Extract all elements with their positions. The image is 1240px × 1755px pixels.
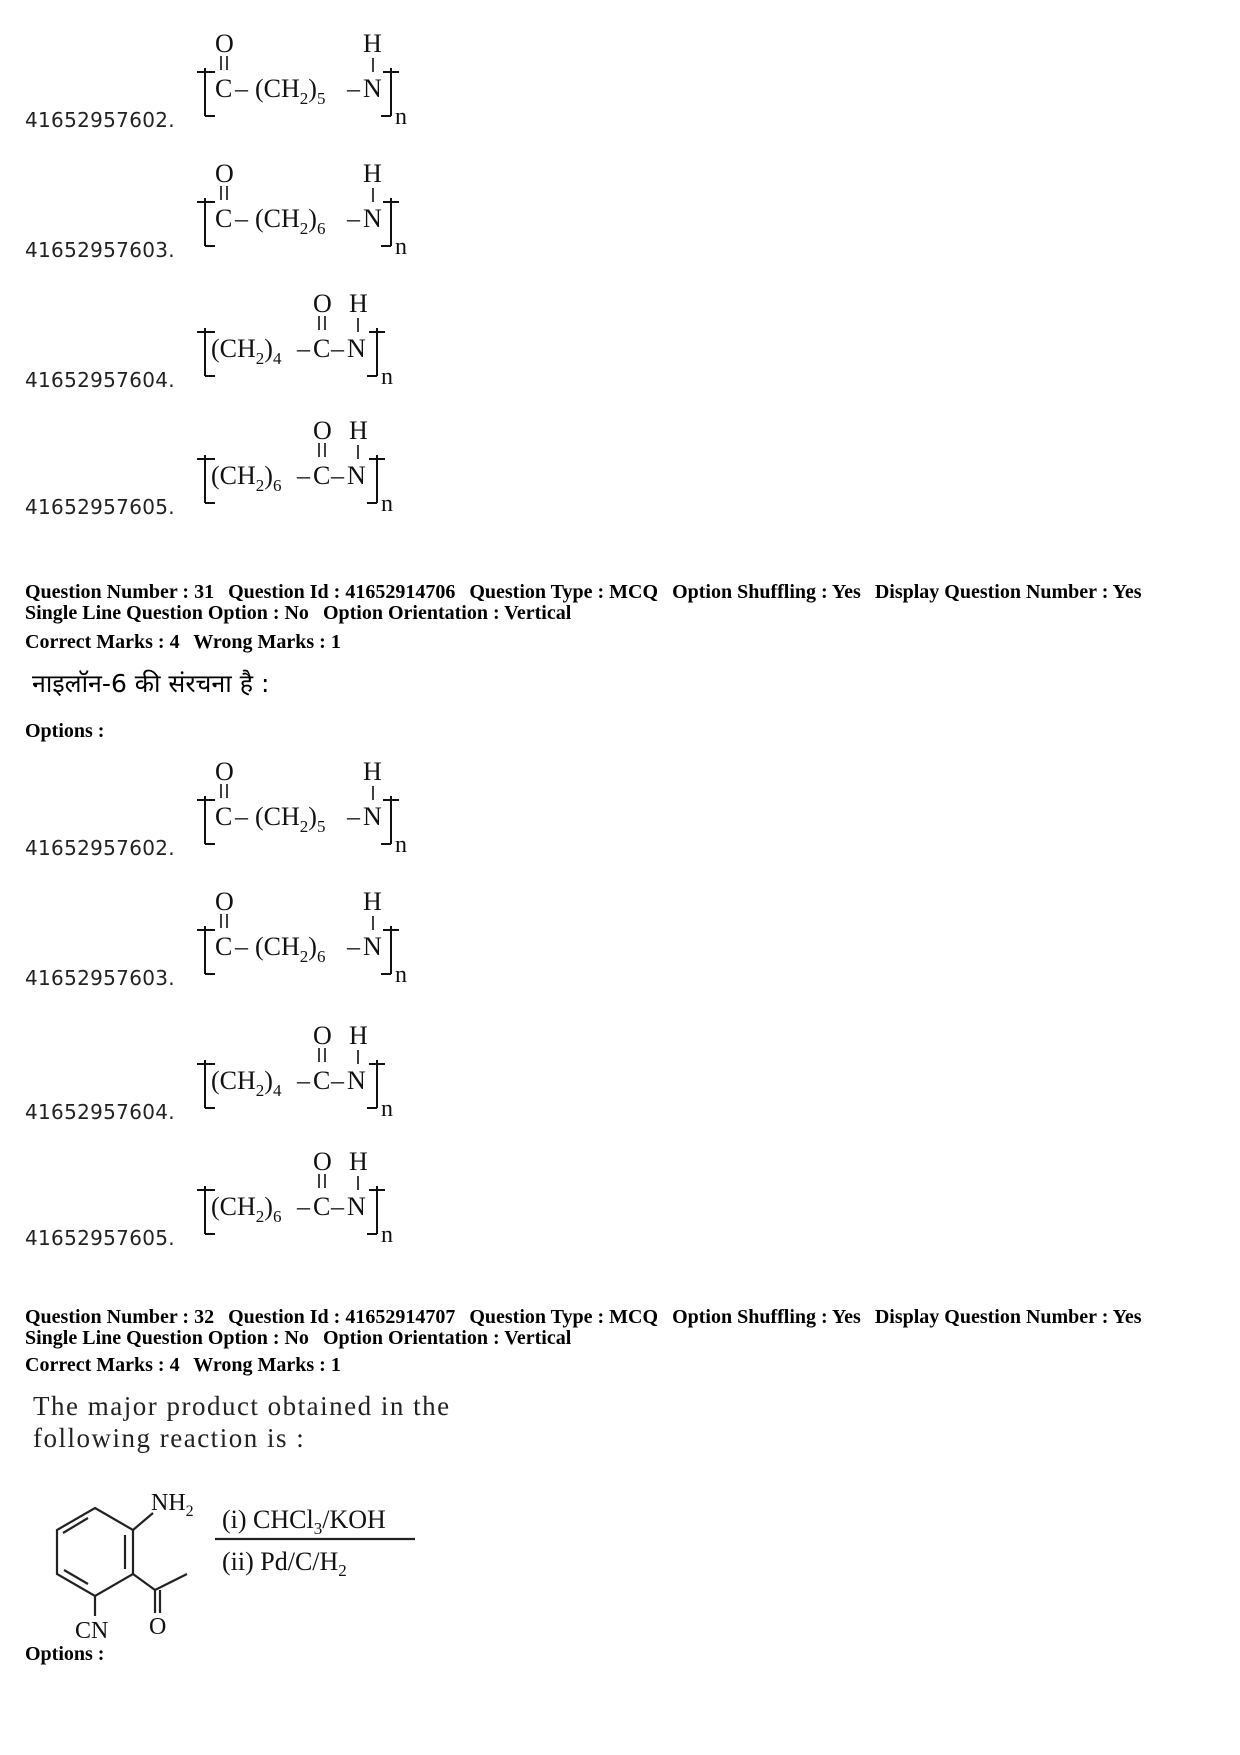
q31-type: Question Type : MCQ [469,581,659,603]
q31-number: Question Number : 31 [25,581,215,603]
ch2-group: $(CH_2)_6$ [211,1192,282,1226]
q32-wrong-marks: Wrong Marks : 1 [193,1354,341,1376]
option-id: 41652957603. [25,966,175,990]
carbonyl-o: O [313,1147,332,1176]
ch2-group: $(CH_2)_6$ [255,204,326,238]
hydrogen-h: H [363,29,382,58]
q32-number: Question Number : 32 [25,1306,215,1328]
hydrogen-h: H [349,416,368,445]
q32-options-label: Options : [25,1643,105,1665]
bond-dash: – [235,802,248,831]
formula-svg [193,152,433,262]
hydrogen-h: H [363,887,382,916]
bond-dash: – [235,204,248,233]
formula-svg [193,1140,433,1250]
q31-option-41652957605[interactable] [25,1140,505,1260]
bond-dash: – [347,932,360,961]
reaction-scheme-svg [25,1478,445,1648]
ketone-bond [133,1574,155,1590]
formula-structure [193,1140,433,1255]
formula-svg [193,880,433,990]
carbonyl-o: O [215,159,234,188]
ch2-group: $(CH_2)_4$ [211,1066,282,1100]
bond-dash: – [297,334,310,363]
ch2-group: $(CH_2)_6$ [211,461,282,495]
option-id: 41652957604. [25,368,175,392]
q32-meta-line2 [25,1328,580,1349]
option-id: 41652957605. [25,1226,175,1250]
repeat-n: n [381,1096,393,1122]
carbonyl-o: O [313,289,332,318]
bond-dash: – [297,461,310,490]
nitrogen-n: N [347,461,366,490]
q31-display-number: Display Question Number : Yes [874,581,1142,603]
carbon-c: C [313,1192,331,1221]
carbon-c: C [313,461,331,490]
repeat-n: n [395,832,407,858]
q31-options-label: Options : [25,720,105,742]
carbonyl-o: O [215,757,234,786]
formula-svg [193,282,433,392]
bond-dash: – [331,1192,344,1221]
bond-dash: – [347,74,360,103]
q32-marks [25,1355,350,1376]
formula-structure [193,152,433,267]
nitrogen-n: N [347,1192,366,1221]
q31-meta-line2 [25,603,580,624]
repeat-n: n [395,962,407,988]
q31-option-41652957602[interactable] [25,750,505,870]
formula-structure [193,1014,433,1129]
q32-shuffling: Option Shuffling : Yes [672,1306,861,1328]
q31-wrong-marks: Wrong Marks : 1 [193,631,341,653]
nitrogen-n: N [347,1066,366,1095]
carbonyl-o: O [313,1021,332,1050]
ch2-group: $(CH_2)_6$ [255,932,326,966]
nitrogen-n: N [363,802,382,831]
nitrogen-n: N [363,204,382,233]
carbon-c: C [215,74,233,103]
formula-structure [193,409,433,524]
bond-dash: – [331,461,344,490]
formula-structure [193,22,433,137]
repeat-n: n [381,1222,393,1248]
hydrogen-h: H [363,159,382,188]
q31-single-line: Single Line Question Option : No [25,602,309,624]
q31-orientation: Option Orientation : Vertical [322,602,572,624]
carbonyl-o: O [215,29,234,58]
option-id: 41652957604. [25,1100,175,1124]
carbonyl-o: O [313,416,332,445]
option-41652957602-a[interactable] [25,22,505,142]
ch2-group: $(CH_2)_5$ [255,802,326,836]
bond-dash: – [347,802,360,831]
bond-dash: – [297,1192,310,1221]
formula-svg [193,750,433,860]
q32-display-number: Display Question Number : Yes [874,1306,1142,1328]
formula-structure [193,880,433,995]
carbon-c: C [215,802,233,831]
repeat-n: n [381,364,393,390]
carbonyl-o: O [215,887,234,916]
option-id: 41652957603. [25,238,175,262]
q31-option-41652957604[interactable] [25,1014,505,1134]
q32-correct-marks: Correct Marks : 4 [25,1354,180,1376]
carbon-c: C [313,334,331,363]
bracket-left [197,926,215,974]
formula-svg [193,409,433,519]
formula-structure [193,750,433,865]
hydrogen-h: H [349,289,368,318]
option-41652957604-a[interactable] [25,282,505,402]
formula-structure [193,282,433,397]
amine-bond [133,1513,153,1530]
formula-svg [193,1014,433,1124]
bracket-left [197,198,215,246]
hydrogen-h: H [349,1021,368,1050]
q31-id: Question Id : 41652914706 [228,581,456,603]
bond-dash: – [297,1066,310,1095]
bond-dash: – [331,334,344,363]
q32-single-line: Single Line Question Option : No [25,1327,309,1349]
carbon-c: C [215,204,233,233]
repeat-n: n [381,491,393,517]
q31-correct-marks: Correct Marks : 4 [25,631,180,653]
option-41652957603-a[interactable] [25,152,505,272]
nitrogen-n: N [363,74,382,103]
q32-type: Question Type : MCQ [469,1306,659,1328]
carbon-c: C [313,1066,331,1095]
formula-svg [193,22,433,132]
q31-shuffling: Option Shuffling : Yes [672,581,861,603]
nitrogen-n: N [347,334,366,363]
q31-option-41652957603[interactable] [25,880,505,1000]
option-41652957605-a[interactable] [25,409,505,529]
bond-dash: – [235,74,248,103]
q32-question-line2: following reaction is : [33,1423,306,1453]
bracket-left [197,68,215,116]
ch2-group: $(CH_2)_4$ [211,334,282,368]
bond-dash: – [331,1066,344,1095]
repeat-n: n [395,234,407,260]
repeat-n: n [395,104,407,130]
q31-marks [25,632,350,653]
reaction-scheme [25,1478,445,1653]
bond-dash: – [235,932,248,961]
q31-meta-line1 [25,582,1151,603]
option-id: 41652957602. [25,108,175,132]
option-id: 41652957605. [25,495,175,519]
hydrogen-h: H [349,1147,368,1176]
bond-dash: – [347,204,360,233]
carbon-c: C [215,932,233,961]
q32-question-line1: The major product obtained in the [33,1391,451,1421]
amine-label: $NH_2$ [151,1490,194,1520]
hydrogen-h: H [363,757,382,786]
q32-meta-line1 [25,1307,1151,1328]
carbonyl-o-label: O [149,1614,167,1640]
nitrile-label: CN [75,1618,109,1644]
reagent-2: (ii) $Pd/C/H_2$ [222,1547,347,1580]
ch2-group: $(CH_2)_5$ [255,74,326,108]
q32-id: Question Id : 41652914707 [228,1306,456,1328]
nitrogen-n: N [363,932,382,961]
bracket-left [197,796,215,844]
q32-orientation: Option Orientation : Vertical [322,1327,572,1349]
reagent-1: (i) CHCl$_3$/KOH [222,1505,386,1538]
q32-question-text [33,1390,451,1454]
option-id: 41652957602. [25,836,175,860]
q31-question-text: नाइलॉन-6 की संरचना है : [32,669,270,698]
